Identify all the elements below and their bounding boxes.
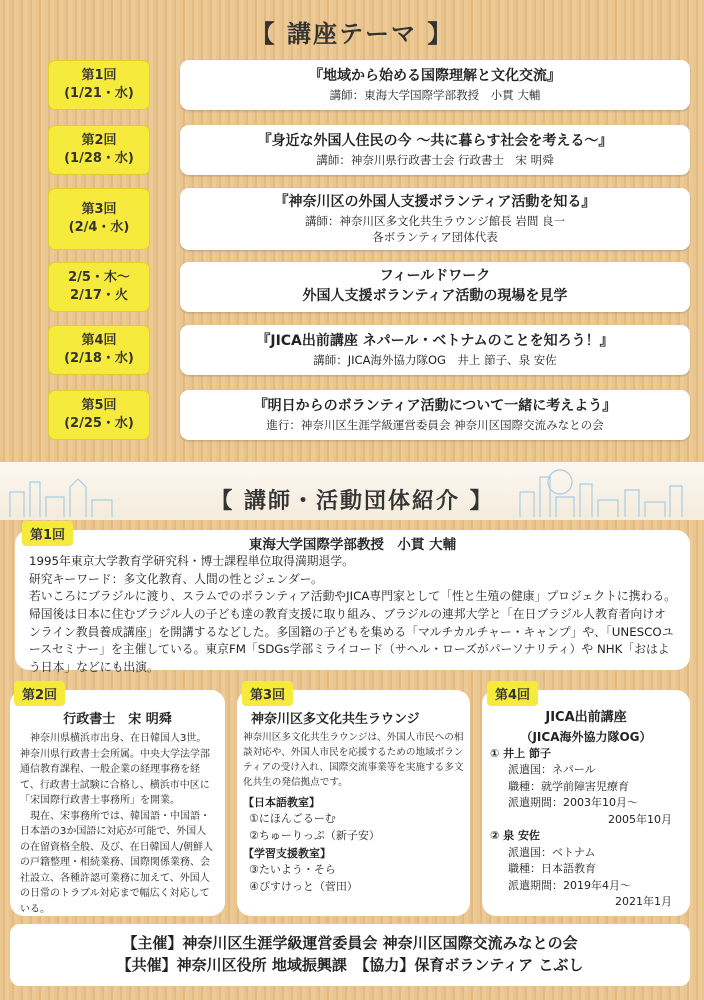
person-1-end: 2005年10月	[608, 812, 672, 826]
session-label	[48, 390, 150, 440]
class-item: ③たいよう・そら	[249, 862, 336, 876]
class-item: ①にほんごるーむ	[249, 812, 336, 826]
session-speaker: 講師：JICA海外協力隊OG 井上 節子、泉 安佐	[313, 352, 557, 367]
session-date: (2/18・水)	[64, 351, 134, 366]
speaker-1-name: 東海大学国際学部教授 小貫 大輔	[248, 537, 457, 553]
session-speaker: 講師：神奈川区多文化共生ラウンジ館長 岩間 良一	[304, 213, 566, 228]
session-date: (2/4・水)	[68, 220, 130, 235]
session-label	[48, 188, 150, 250]
session-theme-box	[180, 188, 690, 250]
speaker-card-1	[15, 530, 690, 675]
session-label	[48, 262, 150, 312]
speaker-1-tag: 第1回	[22, 521, 73, 546]
person-2-end: 2021年1月	[615, 895, 672, 908]
study-support-heading: 【学習支援教室】	[243, 846, 331, 860]
person-2-line: 派遣期間：2019年4月～	[508, 878, 631, 892]
speaker-4-name: JICA出前講座	[545, 710, 627, 725]
session-title: 『明日からのボランティア活動について一緒に考えよう』	[253, 398, 617, 415]
speaker-2-para: 現在、宋事務所では、韓国語・中国語・日本語の3か国語に対応が可能で、外国人の在留資格全般、及び、在日韓国人/朝鮮人の戸籍整理・相続業務、国際関係業務、会社設立、各種許認可業務に加えて、外国人の日常のトラブル対応まで幅広く対応している。	[20, 810, 213, 915]
session-speaker: 講師：東海大学国際学部教授 小貫 大輔	[329, 87, 541, 102]
footer-host: 【主催】神奈川区生涯学級運営委員会 神奈川区国際交流みなとの会	[122, 934, 578, 953]
session-speaker: 各ボランティア団体代表	[372, 229, 498, 244]
person-1-line: 派遣期間：2003年10月～	[508, 796, 638, 809]
session-title: フィールドワーク	[379, 268, 491, 285]
session-title: 『身近な外国人住民の今 ～共に暮らす社会を考える～』	[257, 133, 613, 150]
session-number: 2/5・木～	[68, 270, 130, 286]
speaker-3-tag: 第3回	[242, 681, 293, 706]
session-title: 『JICA出前講座 ネパール・ベトナムのことを知ろう！』	[256, 333, 614, 350]
class-item: ④ぴすけっと（菅田）	[249, 879, 358, 893]
speaker-2-name: 行政書士 宋 明舜	[63, 712, 172, 727]
speaker-2-tag: 第2回	[14, 681, 65, 706]
footer-organizers	[10, 924, 690, 986]
session-number: 第4回	[81, 333, 117, 349]
session-theme-box	[180, 60, 690, 110]
session-theme-box	[180, 325, 690, 375]
session-number: 第1回	[81, 68, 117, 84]
class-item: ②ちゅーりっぷ（新子安）	[249, 829, 380, 843]
person-1-line: 派遣国：ネパール	[508, 763, 596, 776]
session-date: (2/25・水)	[64, 416, 134, 431]
session-speaker: 講師：神奈川県行政書士会 行政書士 宋 明舜	[316, 152, 554, 167]
speaker-card-2	[10, 690, 225, 916]
themes-heading: 【 講座テーマ 】	[250, 20, 454, 48]
session-speaker: 進行：神奈川区生涯学級運営委員会 神奈川区国際交流みなとの会	[266, 417, 604, 432]
session-number: 第2回	[81, 133, 117, 149]
session-date: (1/28・水)	[64, 151, 134, 166]
speaker-card-3	[237, 690, 470, 916]
session-date: 2/17・火	[70, 288, 128, 303]
person-2-name: ② 泉 安佐	[490, 829, 540, 842]
speaker-3-desc: 神奈川区多文化共生ラウンジは、外国人市民への相談対応や、外国人市民を応援するための地域ボランティアの受け入れ、国際交流事業等を実施する多文化共生の発信拠点です。	[243, 732, 464, 788]
person-2-line: 派遣国：ベトナム	[508, 845, 596, 859]
session-theme-box	[180, 125, 690, 175]
session-label	[48, 60, 150, 110]
japanese-class-heading: 【日本語教室】	[243, 796, 320, 810]
speaker-1-line: 若いころにブラジルに渡り、スラムでのボランティア活動やJICA専門家として「性と生殖の健康」プロジェクトに携わる。帰国後は日本に住むブラジル人の子ども達の教育支援に取り組み、ブラジルの連邦大学と「在日ブラジル人教育者向けオンライン教員養成講座」を開講するなどした。多国籍の子どもを集める「マルチカルチャー・キャンプ」や、「UNESCOユースセミナー」を主催している。東京FM「SDGs学部ミライコード（サヘル・ローズがパーソナリティ）や NHK「おはよう日本」などにも出演。	[29, 589, 676, 675]
session-title: 『神奈川区の外国人支援ボランティア活動を知る』	[274, 194, 596, 211]
session-theme-box	[180, 262, 690, 312]
session-label	[48, 325, 150, 375]
person-1-line: 職種：就学前障害児療育	[508, 779, 629, 793]
speaker-2-para: 神奈川県横浜市出身、在日韓国人3世。神奈川県行政書士会所属。中央大学法学部通信教育課程、一般企業の経理事務を経て、行政書士試験に合格し、横浜市中区に「宋国際行政書士事務所」を開業。	[20, 733, 210, 806]
person-1-name: ① 井上 節子	[490, 746, 551, 760]
session-title: 『地域から始める国際理解と文化交流』	[309, 68, 561, 85]
session-label	[48, 125, 150, 175]
session-speaker: 外国人支援ボランティア活動の現場を見学	[302, 288, 568, 304]
speaker-card-4	[482, 690, 690, 916]
speaker-4-sub: （JICA海外協力隊OG）	[520, 729, 652, 744]
footer-cohost: 【共催】神奈川区役所 地域振興課 【協力】保育ボランティア こぶし	[116, 956, 584, 974]
session-number: 第5回	[81, 398, 117, 414]
session-date: (1/21・水)	[64, 86, 134, 101]
speaker-4-tag: 第4回	[487, 681, 538, 706]
speaker-1-line: 1995年東京大学教育学研究科・博士課程単位取得満期退学。	[29, 554, 354, 568]
session-number: 第3回	[81, 202, 117, 218]
speakers-heading: 【 講師・活動団体紹介 】	[210, 489, 494, 514]
session-theme-box	[180, 390, 690, 440]
speaker-1-line: 研究キーワード：多文化教育、人間の性とジェンダー。	[29, 571, 323, 586]
speaker-3-name: 神奈川区多文化共生ラウンジ	[251, 712, 420, 727]
person-2-line: 職種：日本語教育	[508, 862, 596, 875]
